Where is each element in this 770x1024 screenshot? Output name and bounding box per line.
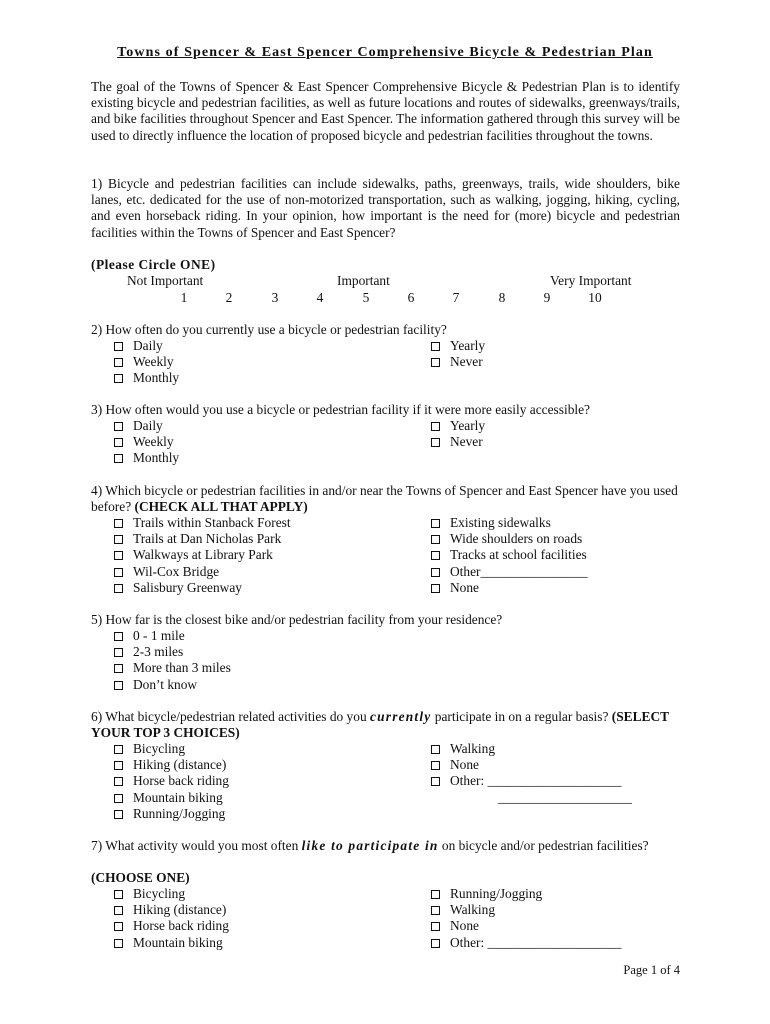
checkbox[interactable] [431,551,440,560]
checkbox[interactable] [114,922,123,931]
q3-option[interactable]: Daily [114,418,179,434]
q6-option[interactable]: Bicycling [114,741,229,757]
scale-option-5[interactable]: 5 [362,290,370,305]
q7-option[interactable]: Hiking (distance) [114,902,229,918]
q4-option[interactable]: Trails at Dan Nicholas Park [114,531,291,547]
q6-option[interactable]: Running/Jogging [114,806,229,822]
checkbox[interactable] [114,794,123,803]
q4-instruction: (CHECK ALL THAT APPLY) [134,499,308,515]
checkbox[interactable] [431,922,440,931]
checkbox[interactable] [114,358,123,367]
scale-option-6[interactable]: 6 [407,290,415,305]
q6-option[interactable]: Horse back riding [114,773,229,789]
scale-option-4[interactable]: 4 [316,290,324,305]
scale-option-9[interactable]: 9 [543,290,551,305]
q6-other-line[interactable]: ____________________ [498,789,632,805]
q4-option[interactable]: Salisbury Greenway [114,580,291,596]
q2-option[interactable]: Monthly [114,370,179,386]
q7-text: 7) What activity would you most often like to participate in on bicycle and/or pedestrian facilities? [91,838,649,853]
q3-option[interactable]: Weekly [114,434,179,450]
q4-option[interactable]: Tracks at school facilities [431,547,588,563]
checkbox[interactable] [114,906,123,915]
q2-text: 2) How often do you currently use a bicycle or pedestrian facility? [91,322,447,337]
q4-option[interactable]: None [431,580,588,596]
q4-option[interactable]: Wide shoulders on roads [431,531,588,547]
checkbox[interactable] [114,745,123,754]
scale-option-2[interactable]: 2 [225,290,233,305]
q6-option[interactable]: Walking [431,741,632,757]
q6-option[interactable]: Hiking (distance) [114,757,229,773]
q5-option[interactable]: 0 - 1 mile [114,628,231,644]
q7-option[interactable]: Running/Jogging [431,886,621,902]
scale-option-8[interactable]: 8 [498,290,506,305]
q4-option[interactable]: Wil-Cox Bridge [114,564,291,580]
checkbox[interactable] [114,890,123,899]
checkbox[interactable] [114,535,123,544]
checkbox[interactable] [431,519,440,528]
checkbox[interactable] [431,342,440,351]
checkbox[interactable] [114,454,123,463]
q1-text: 1) Bicycle and pedestrian facilities can include sidewalks, paths, greenways, trails, wide shoulders, bike lanes, etc. dedicated for the use of non-motorized transportation, such as walking, jogging, hiking, cycling, and even horseback riding. In your opinion, how important is the need for (more) bicycle and pedestrian facilities within the Towns of Spencer and East Spencer? [91,176,680,240]
q7-option[interactable]: Horse back riding [114,918,229,934]
scale-label-high: Very Important [550,273,632,288]
q4-text: 4) Which bicycle or pedestrian facilities in and/or near the Towns of Spencer and East Spencer have you used before? (CHECK ALL THAT APPLY) [91,483,678,515]
q6-text: 6) What bicycle/pedestrian related activities do you currently participate in on a regular basis? (SELECT YOUR TOP 3 CHOICES) [91,709,669,741]
q4-option[interactable]: Walkways at Library Park [114,547,291,563]
checkbox[interactable] [114,568,123,577]
q5-option[interactable]: Don’t know [114,677,231,693]
checkbox[interactable] [431,568,440,577]
q4-option-other[interactable]: Other________________ [431,564,588,580]
checkbox[interactable] [114,648,123,657]
q7-option[interactable]: Mountain biking [114,935,229,951]
checkbox[interactable] [431,745,440,754]
checkbox[interactable] [114,632,123,641]
checkbox[interactable] [431,777,440,786]
checkbox[interactable] [114,519,123,528]
document-title: Towns of Spencer & East Spencer Comprehensive Bicycle & Pedestrian Plan [117,45,653,60]
q4-option[interactable]: Existing sidewalks [431,515,588,531]
scale-label-mid: Important [337,273,390,288]
scale-option-1[interactable]: 1 [180,290,188,305]
q6-option[interactable]: None [431,757,632,773]
q5-option[interactable]: 2-3 miles [114,644,231,660]
scale-option-3[interactable]: 3 [271,290,279,305]
checkbox[interactable] [431,422,440,431]
checkbox[interactable] [431,939,440,948]
q5-option[interactable]: More than 3 miles [114,660,231,676]
checkbox[interactable] [114,438,123,447]
q6-instruction: (SELECT YOUR TOP 3 CHOICES) [91,709,669,741]
checkbox[interactable] [114,342,123,351]
q7-option-other[interactable]: Other: ____________________ [431,935,621,951]
scale-option-7[interactable]: 7 [452,290,460,305]
q7-option[interactable]: None [431,918,621,934]
q7-instruction: (CHOOSE ONE) [91,870,190,885]
checkbox[interactable] [114,939,123,948]
checkbox[interactable] [114,810,123,819]
intro-paragraph: The goal of the Towns of Spencer & East Spencer Comprehensive Bicycle & Pedestrian Plan is to identify existing bicycle and pedestrian facilities, as well as future locations and routes of sidewalks, greenways/trails, and bike facilities throughout Spencer and East Spencer. The information gathered through this survey will be used to directly influence the location of proposed bicycle and pedestrian facilities throughout the towns. [91,79,680,143]
q3-option[interactable]: Never [431,434,485,450]
q2-option[interactable]: Never [431,354,485,370]
q2-option[interactable]: Weekly [114,354,179,370]
checkbox[interactable] [431,535,440,544]
q3-text: 3) How often would you use a bicycle or pedestrian facility if it were more easily accessible? [91,402,590,417]
checkbox[interactable] [431,584,440,593]
q6-option-other[interactable]: Other: ____________________ [431,773,632,789]
checkbox[interactable] [114,374,123,383]
q2-option[interactable]: Yearly [431,338,485,354]
checkbox[interactable] [431,890,440,899]
q3-option[interactable]: Yearly [431,418,485,434]
q3-option[interactable]: Monthly [114,450,179,466]
q4-option[interactable]: Trails within Stanback Forest [114,515,291,531]
scale-label-low: Not Important [127,273,204,288]
checkbox[interactable] [114,584,123,593]
scale-option-10[interactable]: 10 [588,290,602,305]
checkbox[interactable] [431,358,440,367]
checkbox[interactable] [114,664,123,673]
checkbox[interactable] [431,438,440,447]
checkbox[interactable] [114,761,123,770]
checkbox[interactable] [431,761,440,770]
checkbox[interactable] [114,777,123,786]
checkbox[interactable] [431,906,440,915]
q7-option[interactable]: Walking [431,902,621,918]
checkbox[interactable] [114,551,123,560]
checkbox[interactable] [114,422,123,431]
q1-instruction: (Please Circle ONE) [91,257,216,272]
checkbox[interactable] [114,681,123,690]
page-number: Page 1 of 4 [623,963,680,977]
q2-option[interactable]: Daily [114,338,179,354]
q5-text: 5) How far is the closest bike and/or pedestrian facility from your residence? [91,612,503,627]
q7-option[interactable]: Bicycling [114,886,229,902]
q6-option[interactable]: Mountain biking [114,790,229,806]
